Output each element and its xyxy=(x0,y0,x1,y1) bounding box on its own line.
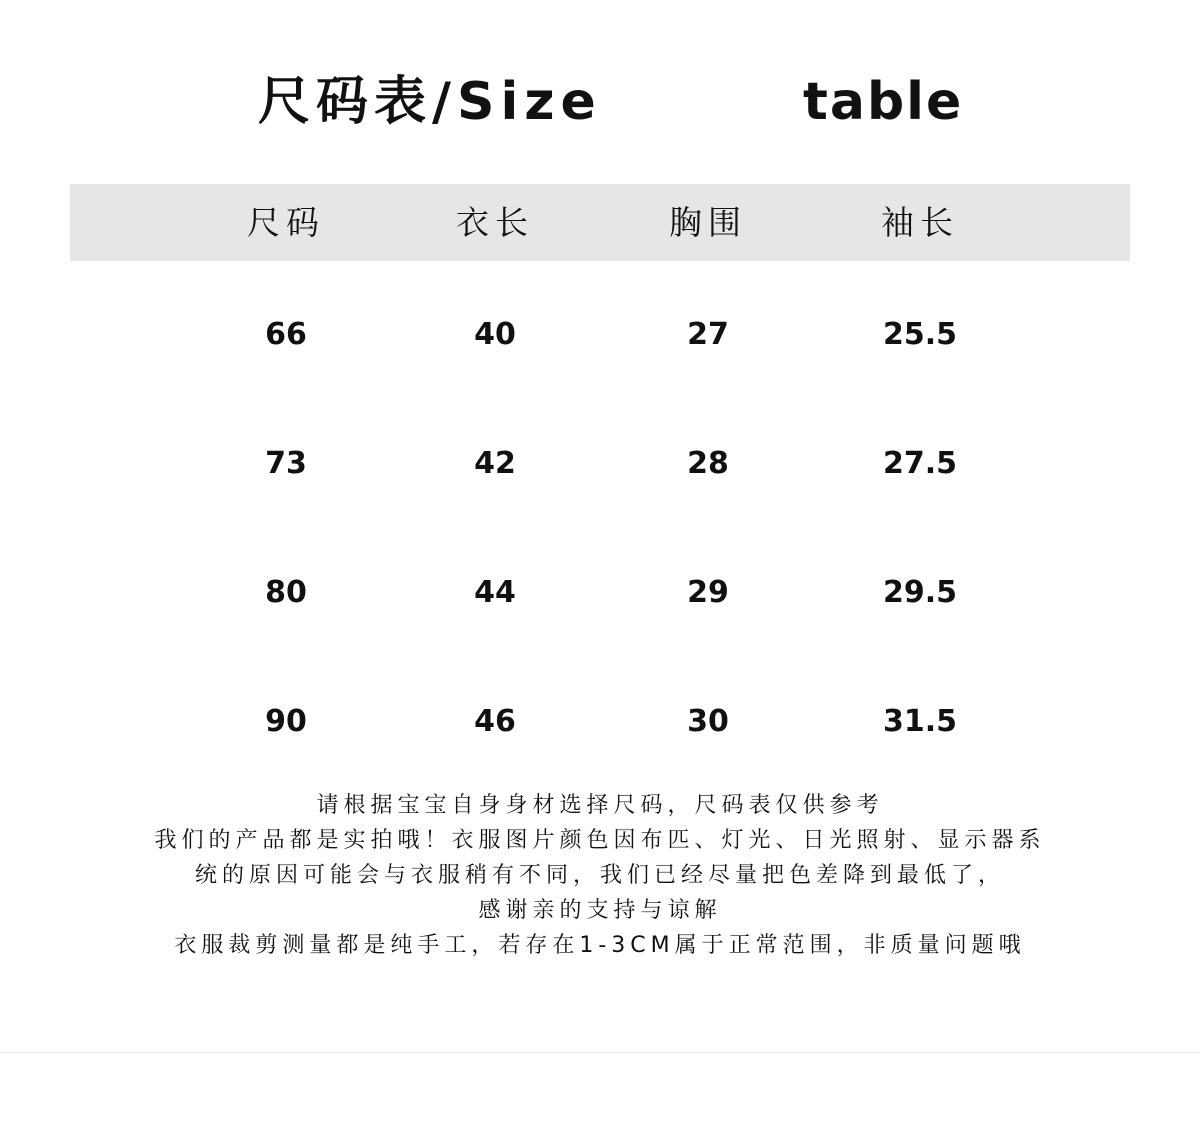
table-cell: 27 xyxy=(687,317,729,352)
table-cell: 42 xyxy=(474,446,516,481)
table-header-row xyxy=(70,184,1130,261)
table-row xyxy=(70,434,1130,494)
table-cell: 40 xyxy=(474,317,516,352)
table-cell: 73 xyxy=(265,446,307,481)
table-cell: 25.5 xyxy=(882,317,958,352)
header-chest: 胸围 xyxy=(669,203,747,242)
note-line: 我们的产品都是实拍哦！衣服图片颜色因布匹、灯光、日光照射、显示器系 xyxy=(154,828,1046,853)
note-line: 统的原因可能会与衣服稍有不同，我们已经尽量把色差降到最低了， xyxy=(194,863,1005,888)
table-row xyxy=(70,305,1130,365)
table-cell: 31.5 xyxy=(882,704,958,739)
table-cell: 46 xyxy=(474,704,516,739)
title-left-text: 尺码表/Size xyxy=(258,72,602,132)
title-right-text: table xyxy=(803,72,964,132)
note-line: 请根据宝宝自身身材选择尺码，尺码表仅供参考 xyxy=(316,793,884,818)
note-line: 衣服裁剪测量都是纯手工，若存在1-3CM属于正常范围，非质量问题哦 xyxy=(174,933,1026,958)
table-row xyxy=(70,563,1130,623)
table-cell: 80 xyxy=(265,575,307,610)
size-notes xyxy=(60,788,1140,963)
size-table-title xyxy=(0,62,1200,142)
header-length: 衣长 xyxy=(456,203,534,242)
table-cell: 66 xyxy=(265,317,307,352)
table-cell: 90 xyxy=(265,704,307,739)
table-cell: 27.5 xyxy=(882,446,958,481)
table-cell: 30 xyxy=(687,704,729,739)
table-cell: 29.5 xyxy=(882,575,958,610)
table-cell: 28 xyxy=(687,446,729,481)
table-cell: 44 xyxy=(474,575,516,610)
table-cell: 29 xyxy=(687,575,729,610)
header-size: 尺码 xyxy=(247,203,325,242)
header-sleeve: 袖长 xyxy=(881,203,959,242)
note-line: 感谢亲的支持与谅解 xyxy=(478,898,722,923)
table-row xyxy=(70,692,1130,752)
bottom-divider xyxy=(0,1052,1200,1053)
